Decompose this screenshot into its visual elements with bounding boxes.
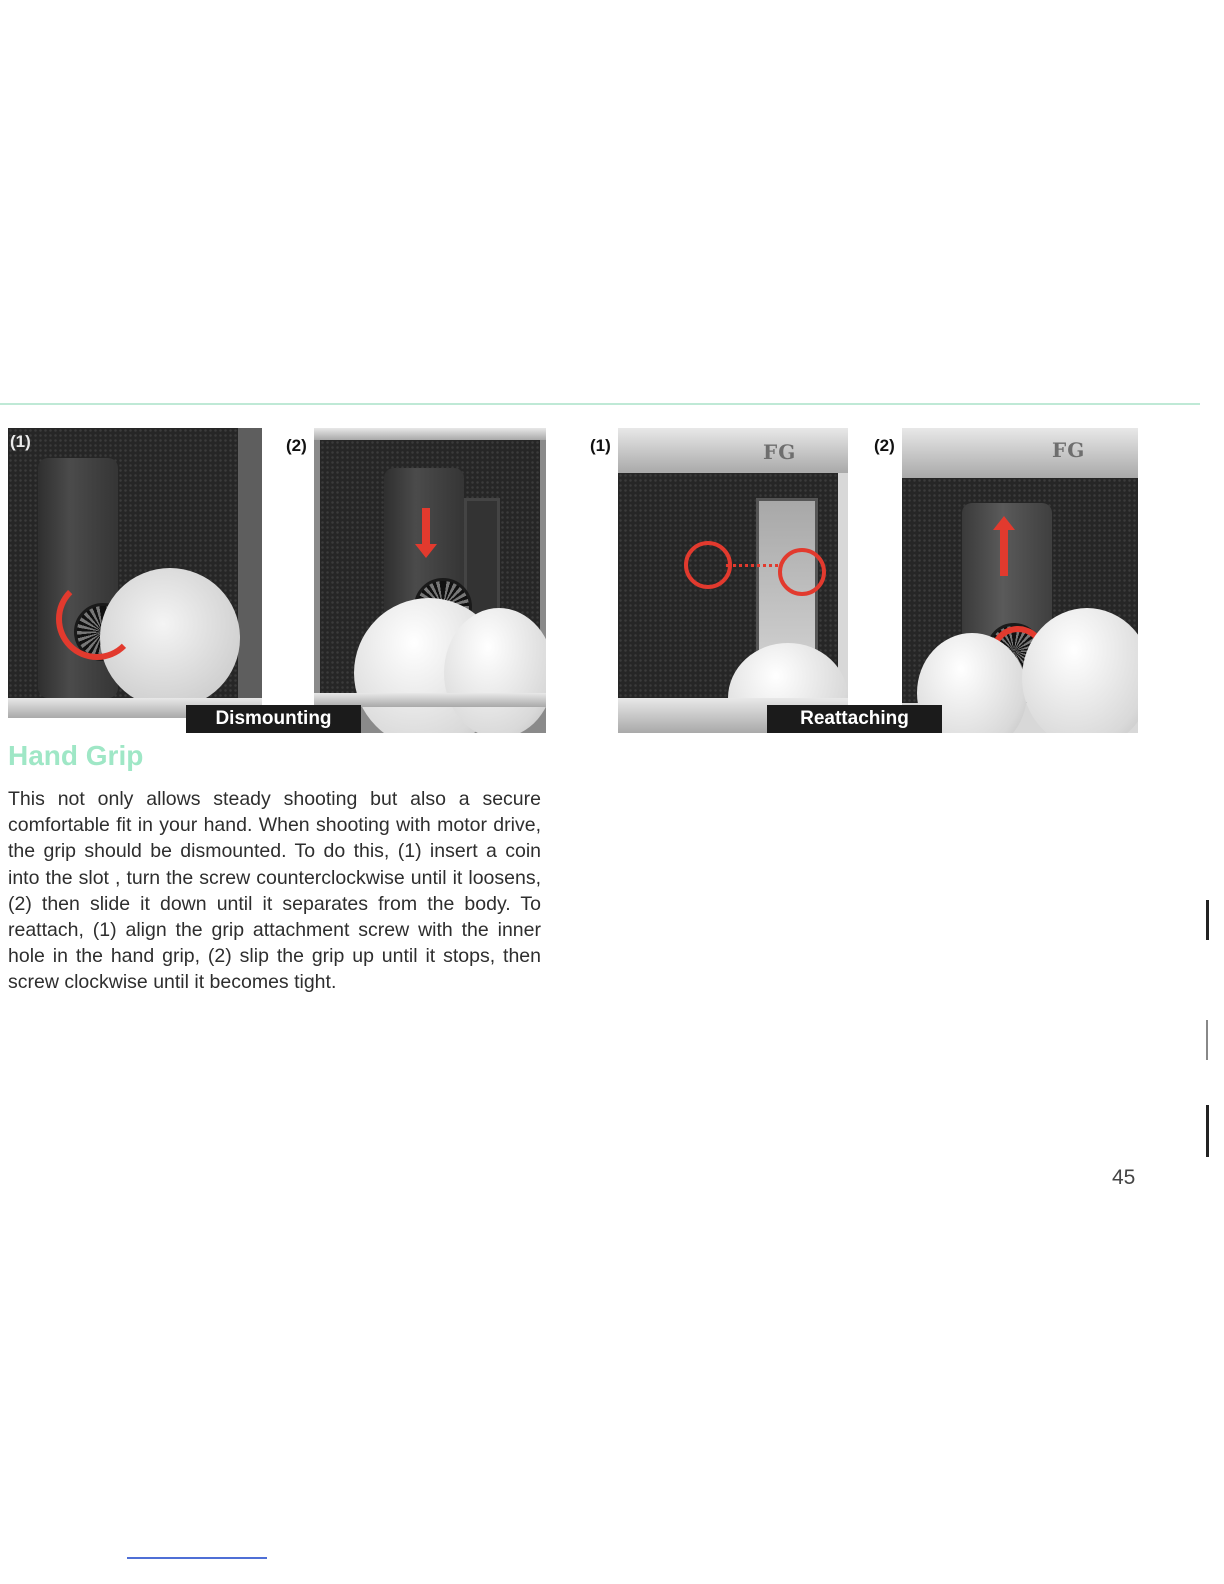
reattaching-step2-label: (2) (874, 436, 895, 455)
reattaching-step1-photo (618, 428, 848, 733)
section-title: Hand Grip (8, 740, 144, 771)
dismounting-step1-photo (8, 428, 262, 718)
fg-badge-left: FG (763, 440, 797, 464)
section-body-text: This not only allows steady shooting but also a secure comfortable fit in your hand. When shooting with motor drive, the grip should be dismounted. To do this, (1) insert a coin into the slot , turn the screw counterclockwise until it loosens, (2) then slide it down until it separates from the body. To reattach, (1) align the grip attachment screw with the inner hole in the hand grip, (2) slip the grip up until it stops, then screw clockwise until it becomes tight. (8, 788, 541, 994)
dismounting-step2-photo (314, 428, 546, 733)
top-divider-rule (0, 403, 1200, 405)
dismounting-step2-label: (2) (286, 436, 307, 455)
hole-ring-icon (778, 548, 826, 596)
edge-mark (1206, 1105, 1209, 1157)
page-number: 45 (1112, 1166, 1136, 1189)
reattaching-step1-label: (1) (590, 436, 611, 455)
edge-mark (1206, 900, 1209, 940)
reattaching-caption: Reattaching (767, 705, 942, 733)
dismounting-caption: Dismounting (186, 705, 361, 733)
fg-badge-right: FG (1052, 438, 1086, 462)
screw-ring-icon (684, 541, 732, 589)
edge-mark (1206, 1020, 1208, 1060)
reattaching-step2-photo (902, 428, 1138, 733)
slide-down-arrow-icon (422, 508, 430, 546)
dismounting-step1-label: (1) (10, 432, 31, 451)
bottom-rule (127, 1557, 267, 1559)
slide-up-arrow-icon (1000, 528, 1008, 576)
